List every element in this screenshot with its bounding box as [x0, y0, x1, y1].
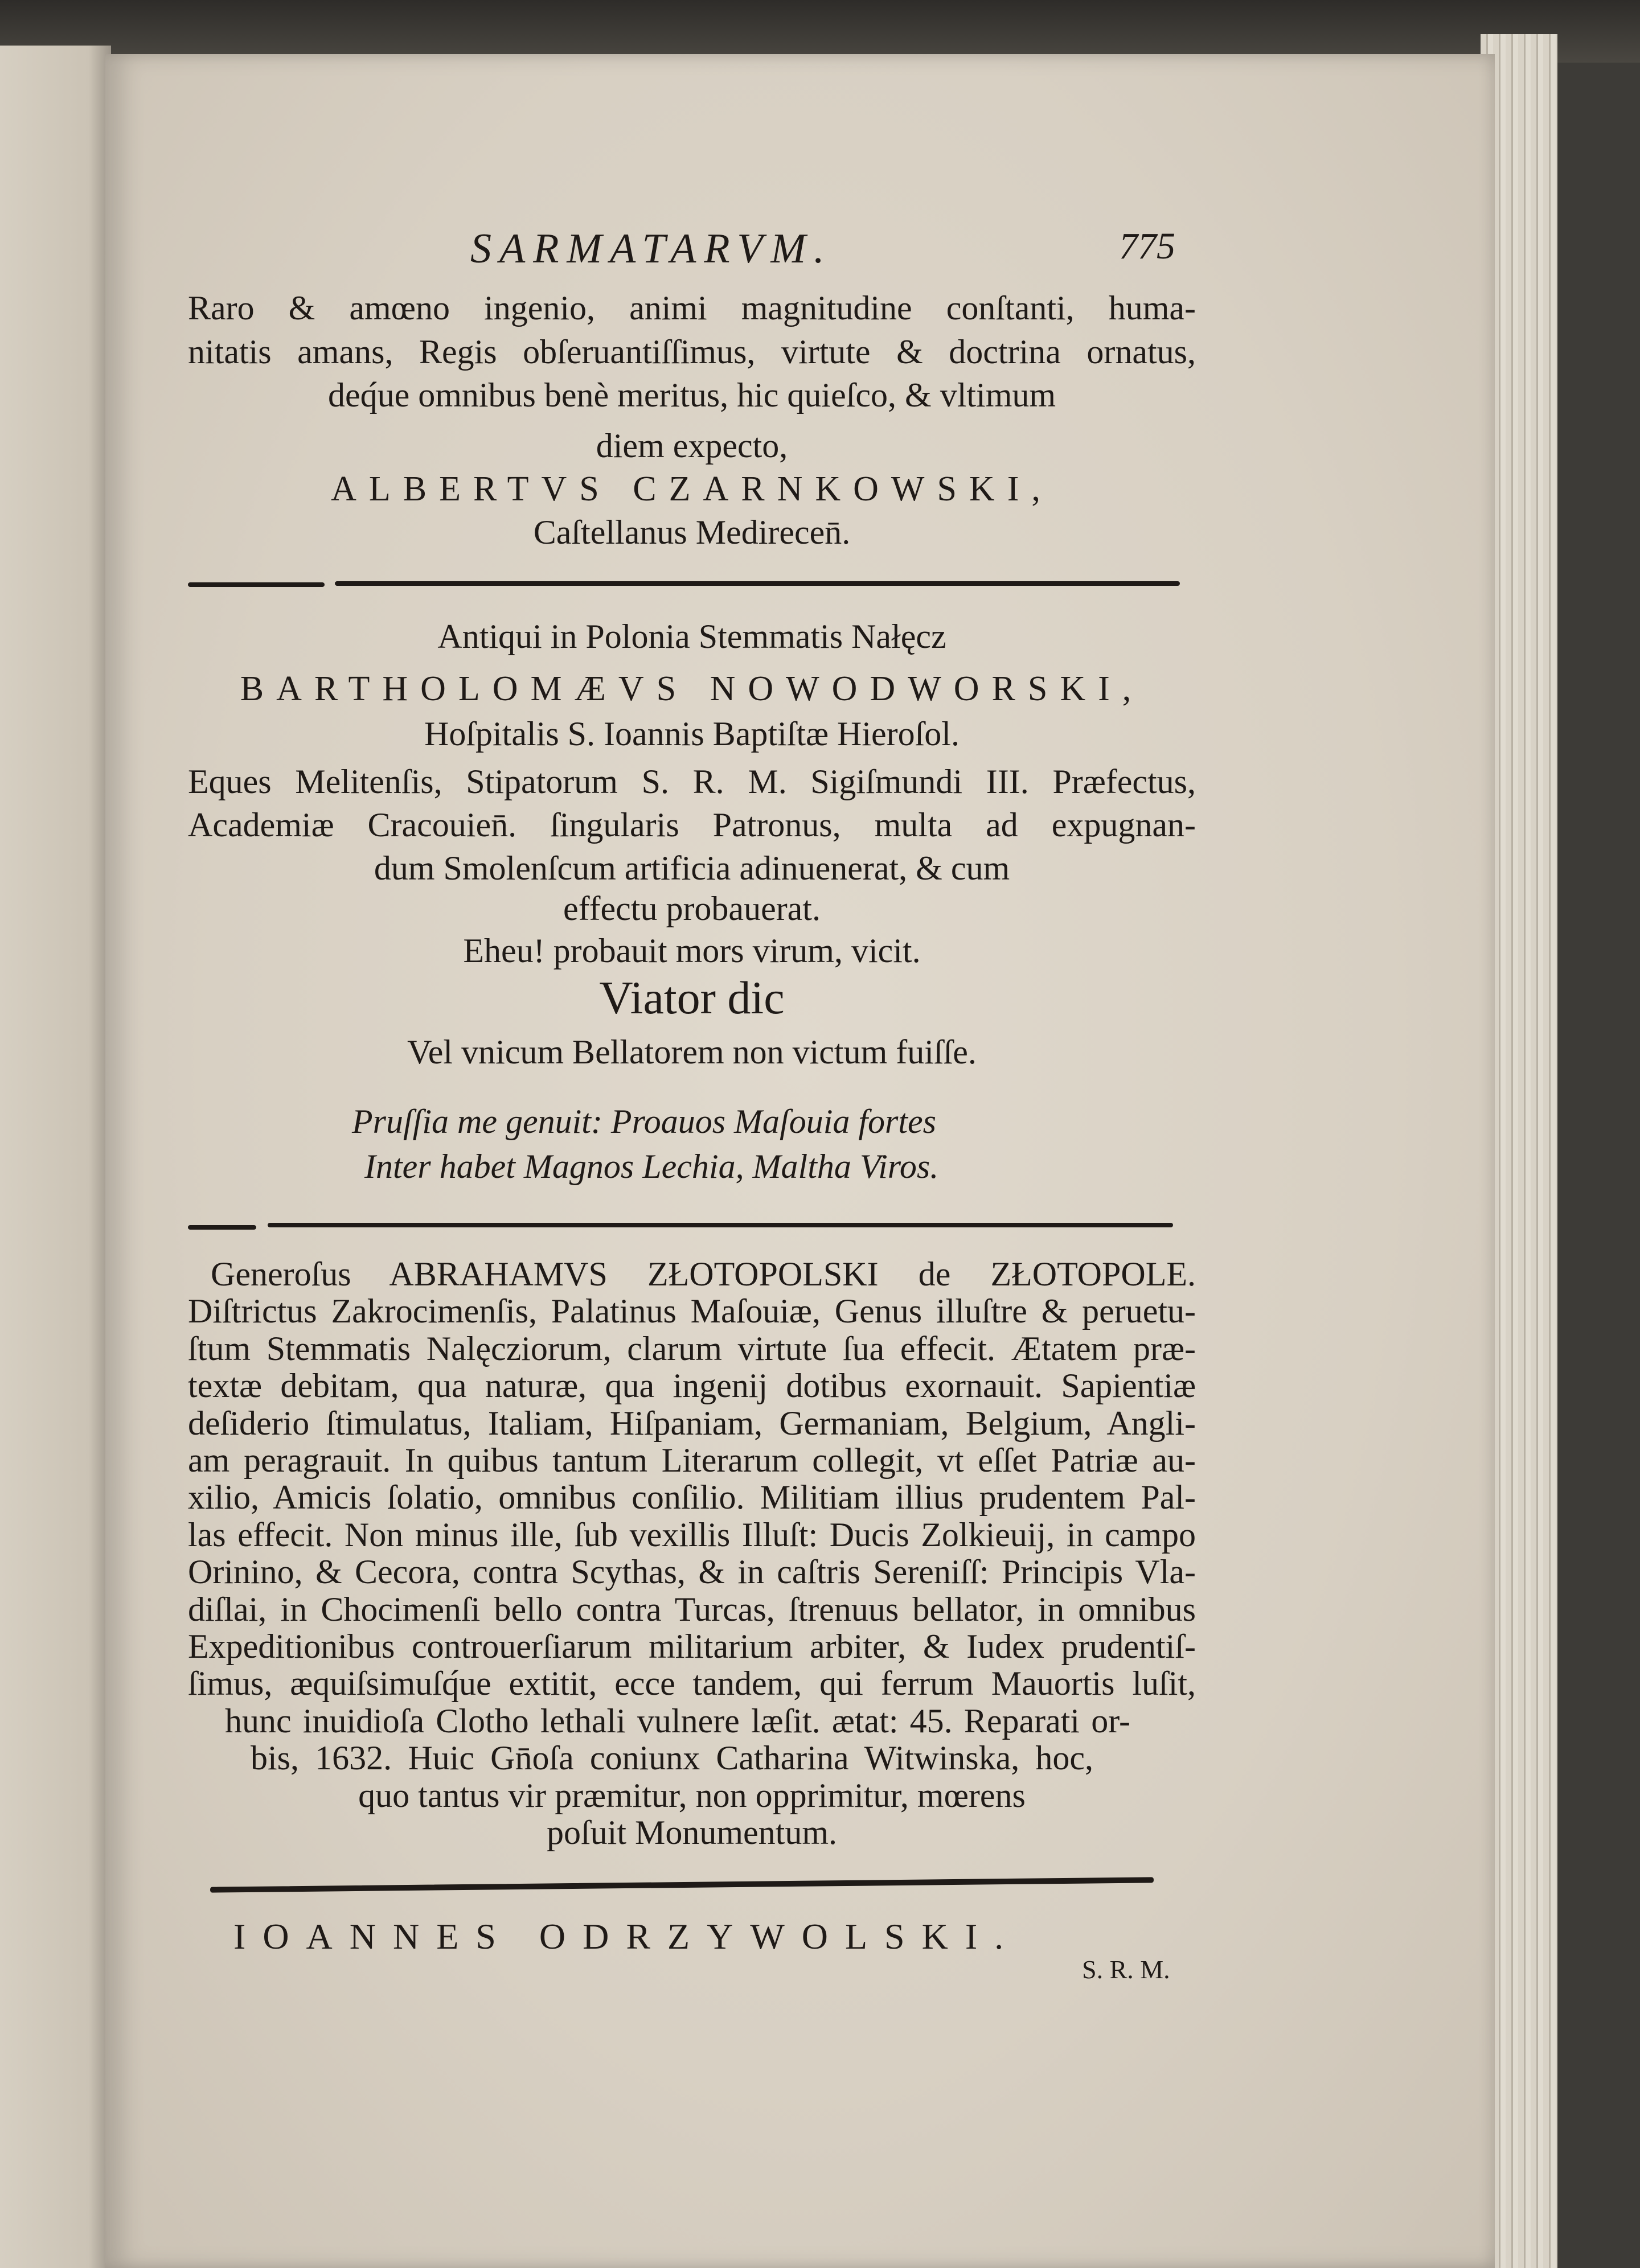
- divider-rule: [335, 581, 1180, 586]
- text-line: diem expecto,: [596, 427, 788, 465]
- text-line: Diſtrictus Zakrocimenſis, Palatinus Maſouiæ, Genus illuſtre & peruetu-: [188, 1292, 1196, 1330]
- text-line: am peragrauit. In quibus tantum Literarum collegit, vt eſſet Patriæ au-: [188, 1441, 1196, 1479]
- text-line: ſimus, æquiſsimuſq́ue extitit, ecce tandem, qui ferrum Mauortis luſit,: [188, 1665, 1196, 1702]
- text-line: diſlai, in Chocimenſi bello contra Turcas, ſtrenuus bellator, in omnibus: [188, 1591, 1196, 1628]
- text-line: Eheu! probauit mors virum, vicit.: [463, 932, 921, 969]
- text-line: bis, 1632. Huic Gn̄oſa coniunx Catharina Witwinska, hoc,: [251, 1739, 1093, 1777]
- text-line: Raro & amœno ingenio, animi magnitudine conſtanti, huma-: [188, 289, 1196, 327]
- text-line: deſiderio ſtimulatus, Italiam, Hiſpaniam, Germaniam, Belgium, Angli-: [188, 1404, 1196, 1442]
- text-line: Expeditionibus controuerſiarum militarium arbiter, & Iudex prudentiſ-: [188, 1628, 1196, 1665]
- text-line: Antiqui in Polonia Stemmatis Nałęcz: [437, 618, 946, 655]
- text-line: poſuit Monumentum.: [547, 1814, 837, 1851]
- running-title: SARMATARVM.: [470, 225, 833, 272]
- text-line: las effecit. Non minus ille, ſub vexillis Illuſt: Ducis Zolkieuij, in campo: [188, 1516, 1196, 1554]
- person-title: Caſtellanus Medirecen̄.: [533, 513, 851, 551]
- text-line: Eques Melitenſis, Stipatorum S. R. M. Sigiſmundi III. Præfectus,: [188, 763, 1196, 800]
- text-line: deq́ue omnibus benè meritus, hic quieſco, & vltimum: [327, 376, 1056, 414]
- text-line: Hoſpitalis S. Ioannis Baptiſtæ Hieroſol.: [424, 715, 960, 753]
- text-line: nitatis amans, Regis obſeruantiſſimus, virtute & doctrina ornatus,: [188, 333, 1196, 371]
- text-line: textæ debitam, qua naturæ, qua ingenij dotibus exornauit. Sapientiæ: [188, 1367, 1196, 1404]
- divider-rule: [188, 1225, 256, 1230]
- text-line: Academiæ Cracouien̄. ſingularis Patronus, multa ad expugnan-: [188, 806, 1196, 844]
- text-line: Orinino, & Cecora, contra Scythas, & in caſtris Sereniſſ: Principis Vla-: [188, 1553, 1196, 1591]
- person-title: S. R. M.: [1082, 1955, 1170, 1984]
- scan-background: [0, 0, 1640, 63]
- person-name: IOANNES ODRZYWOLSKI.: [233, 1916, 1021, 1957]
- person-name: BARTHOLOMÆVS NOWODWORSKI,: [240, 669, 1144, 708]
- text-line: quo tantus vir præmitur, non opprimitur, mœrens: [358, 1777, 1026, 1814]
- text-line: effectu probauerat.: [563, 890, 821, 927]
- viator-heading: Viator dic: [599, 972, 785, 1024]
- divider-rule: [188, 582, 325, 587]
- person-name: ALBERTVS CZARNKOWSKI,: [331, 470, 1053, 508]
- text-line: hunc inuidioſa Clotho lethali vulnere læſit. ætat: 45. Reparati or-: [225, 1702, 1130, 1740]
- facing-page-edge: [0, 46, 111, 2268]
- verse-line: Pruſſia me genuit: Proauos Maſouia fortes: [352, 1103, 937, 1140]
- divider-rule: [268, 1223, 1173, 1227]
- text-line: dum Smolenſcum artificia adinuenerat, & cum: [374, 849, 1010, 887]
- text-line: Generoſus ABRAHAMVS ZŁOTOPOLSKI de ZŁOTOPOLE.: [211, 1255, 1196, 1293]
- page-number: 775: [1119, 225, 1175, 267]
- text-line: ſtum Stemmatis Nalęcziorum, clarum virtute ſua effecit. Ætatem præ-: [188, 1330, 1196, 1367]
- text-line: xilio, Amicis ſolatio, omnibus conſilio. Militiam illius prudentem Pal-: [188, 1478, 1196, 1516]
- text-line: Vel vnicum Bellatorem non victum fuiſſe.: [407, 1033, 977, 1071]
- verse-line: Inter habet Magnos Lechia, Maltha Viros.: [364, 1148, 939, 1185]
